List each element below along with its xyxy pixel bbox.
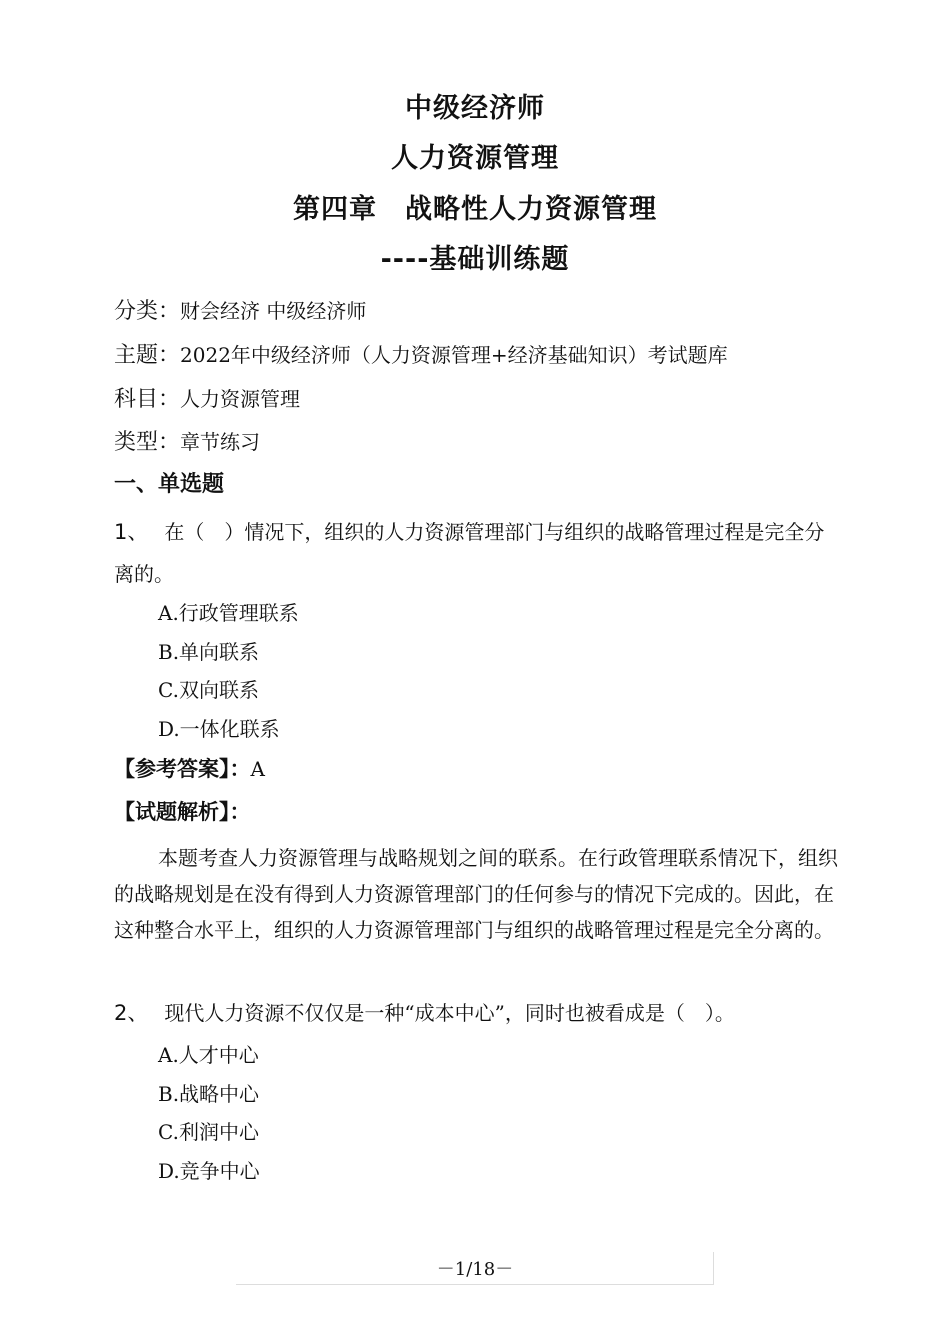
question-1-option-a: A.行政管理联系 <box>158 601 299 625</box>
meta-topic-key: 主题： <box>114 343 181 368</box>
question-1-answer <box>114 754 265 784</box>
question-2-stem <box>114 992 838 1034</box>
question-2-text: 现代人力资源不仅仅是一种“成本中心”，同时也被看成是（ ）。 <box>164 1001 735 1025</box>
answer-value: A <box>250 757 265 781</box>
meta-type <box>114 427 260 458</box>
meta-subject <box>114 384 300 415</box>
section-heading: 一、单选题 <box>114 472 225 497</box>
question-1-stem <box>114 511 838 595</box>
question-1-analysis-heading <box>114 797 251 827</box>
question-2-option-a: A.人才中心 <box>158 1043 259 1067</box>
answer-label: 【参考答案】： <box>114 757 251 781</box>
question-1-number: 1、 <box>114 520 149 544</box>
analysis-label: 【试题解析】： <box>114 800 251 824</box>
question-1-option-d: D.一体化联系 <box>158 717 280 741</box>
question-2-option-c: C.利润中心 <box>158 1120 259 1144</box>
meta-topic-value: 2022年中级经济师（人力资源管理+经济基础知识）考试题库 <box>180 343 728 367</box>
footer-divider <box>236 1284 714 1285</box>
subject-title: 人力资源管理 <box>391 143 559 174</box>
question-1-option-c: C.双向联系 <box>158 678 259 702</box>
meta-category <box>114 296 366 327</box>
meta-category-value: 财会经济 中级经济师 <box>180 299 367 323</box>
meta-category-key: 分类： <box>114 299 181 324</box>
document-title: 中级经济师 <box>405 93 545 124</box>
question-2-option-b: B.战略中心 <box>158 1082 260 1106</box>
question-2-option-d: D.竞争中心 <box>158 1159 260 1183</box>
question-2-number: 2、 <box>114 1001 149 1025</box>
question-1-analysis-text: 本题考查人力资源管理与战略规划之间的联系。在行政管理联系情况下，组织的战略规划是在没有得到人力资源管理部门的任何参与的情况下完成的。因此，在这种整合水平上，组织的人力资源管理部门与组织的战略管理过程是完全分离的。 <box>114 846 838 942</box>
question-1-option-b: B.单向联系 <box>158 640 260 664</box>
meta-type-key: 类型： <box>114 430 181 455</box>
page-number: －1/18－ <box>436 1259 514 1280</box>
question-1-text: 在（ ）情况下，组织的人力资源管理部门与组织的战略管理过程是完全分离的。 <box>114 520 825 586</box>
meta-subject-key: 科目： <box>114 387 181 412</box>
meta-topic <box>114 340 728 371</box>
meta-type-value: 章节练习 <box>180 430 261 454</box>
chapter-title: 第四章 战略性人力资源管理 <box>293 194 657 225</box>
exercise-subtitle: ----基础训练题 <box>380 244 570 275</box>
meta-subject-value: 人力资源管理 <box>180 387 301 411</box>
